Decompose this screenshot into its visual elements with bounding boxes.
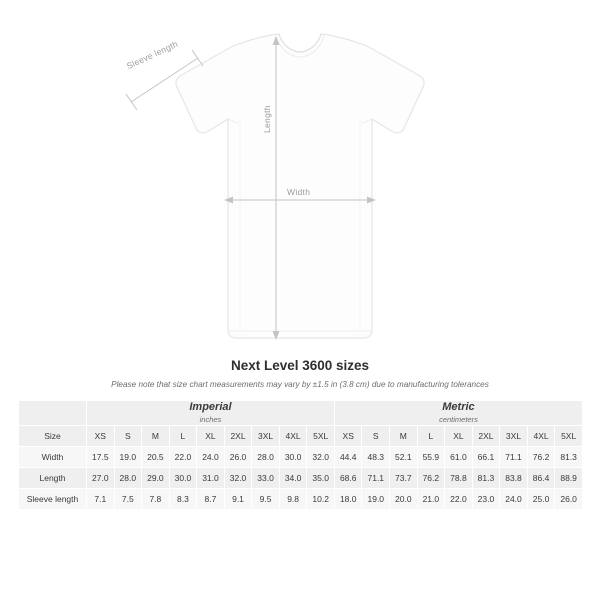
sleeve-length-label: Sleeve length <box>125 38 180 72</box>
cell: 35.0 <box>307 468 335 489</box>
cell: 19.0 <box>114 447 142 468</box>
size-col-header: M <box>390 426 418 447</box>
cell: 68.6 <box>334 468 362 489</box>
size-col-header: 3XL <box>500 426 528 447</box>
size-col-header: 4XL <box>279 426 307 447</box>
cell: 81.3 <box>472 468 500 489</box>
size-col-header: 5XL <box>307 426 335 447</box>
table-row <box>19 468 583 489</box>
tolerance-note: Please note that size chart measurements may vary by ±1.5 in (3.8 cm) due to manufacturing tolerances <box>111 380 489 389</box>
page-title: Next Level 3600 sizes <box>230 358 370 373</box>
cell: 26.0 <box>224 447 252 468</box>
size-col-header: 4XL <box>527 426 555 447</box>
cell: 34.0 <box>279 468 307 489</box>
metric-name: Metric <box>442 401 475 413</box>
size-header-row <box>19 426 583 447</box>
cell: 44.4 <box>334 447 362 468</box>
cell: 17.5 <box>87 447 115 468</box>
imperial-unit: inches <box>199 415 222 424</box>
cell: 86.4 <box>527 468 555 489</box>
cell: 81.3 <box>555 447 583 468</box>
cell: 9.8 <box>279 489 307 510</box>
size-col-header: S <box>114 426 142 447</box>
cell: 76.2 <box>417 468 445 489</box>
size-table-wrapper <box>18 400 582 510</box>
size-col-header: 3XL <box>252 426 280 447</box>
cell: 55.9 <box>417 447 445 468</box>
length-label: Length <box>262 105 272 133</box>
size-col-header: XL <box>197 426 225 447</box>
size-col-header: 5XL <box>555 426 583 447</box>
cell: 32.0 <box>224 468 252 489</box>
cell: 22.0 <box>445 489 473 510</box>
table-row <box>19 447 583 468</box>
size-col-header: L <box>169 426 197 447</box>
size-table <box>18 400 583 510</box>
cell: 10.2 <box>307 489 335 510</box>
row-label: Length <box>19 468 87 489</box>
cell: 52.1 <box>390 447 418 468</box>
cell: 33.0 <box>252 468 280 489</box>
cell: 20.5 <box>142 447 170 468</box>
size-col-header: XL <box>445 426 473 447</box>
size-col-header: L <box>417 426 445 447</box>
cell: 73.7 <box>390 468 418 489</box>
cell: 29.0 <box>142 468 170 489</box>
size-col-header: XS <box>87 426 115 447</box>
cell: 25.0 <box>527 489 555 510</box>
unit-system-row <box>19 401 583 426</box>
cell: 66.1 <box>472 447 500 468</box>
imperial-name: Imperial <box>189 401 232 413</box>
empty-corner-cell <box>19 401 87 426</box>
size-col-header: 2XL <box>472 426 500 447</box>
metric-system-cell <box>334 401 582 426</box>
cell: 9.1 <box>224 489 252 510</box>
cell: 20.0 <box>390 489 418 510</box>
size-col-header: S <box>362 426 390 447</box>
cell: 83.8 <box>500 468 528 489</box>
metric-unit: centimeters <box>439 415 478 424</box>
cell: 24.0 <box>500 489 528 510</box>
cell: 7.5 <box>114 489 142 510</box>
size-header-cell: Size <box>19 426 87 447</box>
cell: 8.3 <box>169 489 197 510</box>
cell: 30.0 <box>279 447 307 468</box>
cell: 31.0 <box>197 468 225 489</box>
cell: 88.9 <box>555 468 583 489</box>
cell: 30.0 <box>169 468 197 489</box>
cell: 9.5 <box>252 489 280 510</box>
cell: 26.0 <box>555 489 583 510</box>
cell: 71.1 <box>500 447 528 468</box>
cell: 24.0 <box>197 447 225 468</box>
row-label: Width <box>19 447 87 468</box>
cell: 19.0 <box>362 489 390 510</box>
cell: 8.7 <box>197 489 225 510</box>
cell: 48.3 <box>362 447 390 468</box>
cell: 28.0 <box>114 468 142 489</box>
size-col-header: M <box>142 426 170 447</box>
cell: 21.0 <box>417 489 445 510</box>
cell: 28.0 <box>252 447 280 468</box>
row-label: Sleeve length <box>19 489 87 510</box>
cell: 76.2 <box>527 447 555 468</box>
imperial-system-cell <box>87 401 335 426</box>
size-col-header: 2XL <box>224 426 252 447</box>
cell: 23.0 <box>472 489 500 510</box>
cell: 78.8 <box>445 468 473 489</box>
cell: 32.0 <box>307 447 335 468</box>
size-col-header: XS <box>334 426 362 447</box>
table-row <box>19 489 583 510</box>
width-label: Width <box>287 187 311 197</box>
cell: 7.8 <box>142 489 170 510</box>
cell: 27.0 <box>87 468 115 489</box>
cell: 7.1 <box>87 489 115 510</box>
cell: 71.1 <box>362 468 390 489</box>
cell: 61.0 <box>445 447 473 468</box>
title-block <box>0 352 600 389</box>
cell: 22.0 <box>169 447 197 468</box>
cell: 18.0 <box>334 489 362 510</box>
